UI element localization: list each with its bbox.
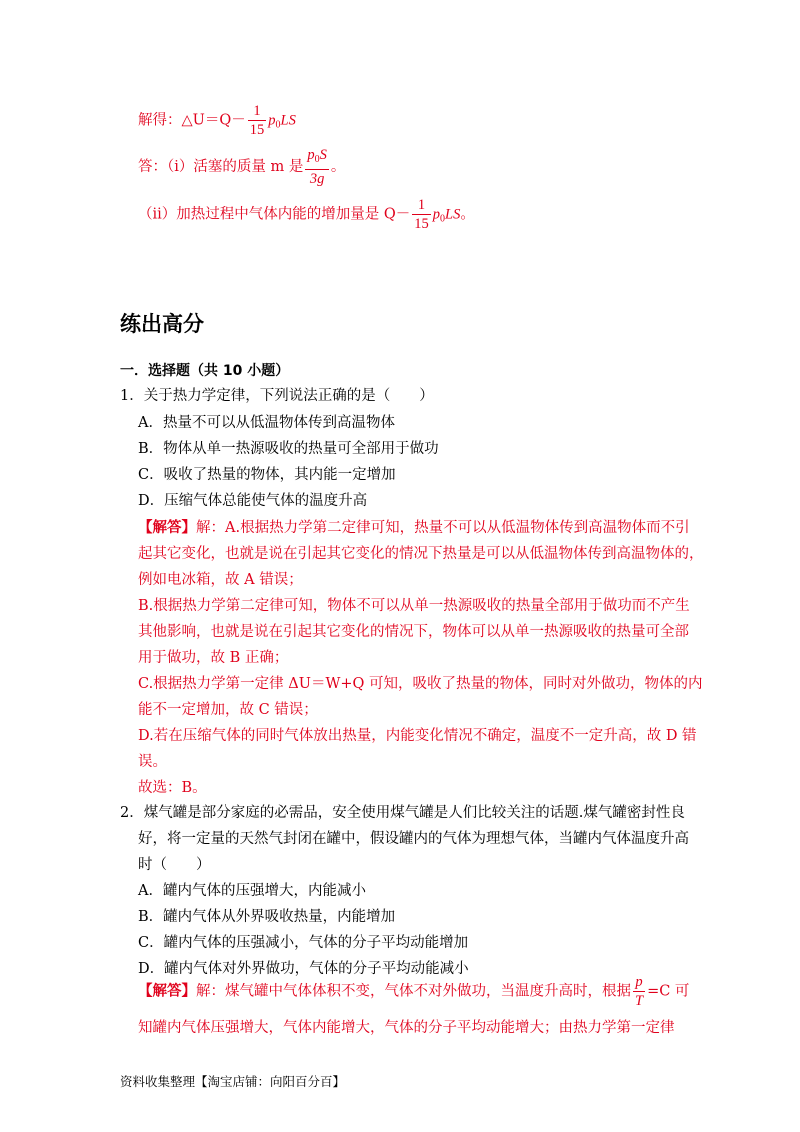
q1-solution-line-1: 【解答】解：A.根据热力学第二定律可知，热量不可以从低温物体传到高温物体而不引 bbox=[138, 519, 690, 536]
q1-solution-tag: 【解答】 bbox=[138, 519, 196, 536]
q1-stem: 1．关于热力学定律，下列说法正确的是（ ） bbox=[120, 388, 434, 404]
q2-option-b: B．罐内气体从外界吸收热量，内能增加 bbox=[138, 909, 396, 925]
section-title: 一．选择题（共 10 小题） bbox=[120, 363, 290, 379]
answer-ii-prefix: （ii）加热过程中气体内能的增加量是 Q－ bbox=[138, 206, 411, 223]
q1-solution-line-8: 能不一定增加，故 C 错误； bbox=[138, 702, 318, 718]
q2-solution-line-2: 知罐内气体压强增大，气体内能增大，气体的分子平均动能增大；由热力学第一定律 bbox=[138, 1020, 675, 1036]
solve-prefix: 解得：△U＝Q－ bbox=[138, 112, 246, 129]
q1-solution-line-9: D.若在压缩气体的同时气体放出热量，内能变化情况不确定，温度不一定升高，故 D 错 bbox=[138, 728, 697, 744]
fraction-p-t: $\frac{p}{T}$ bbox=[635, 974, 644, 1009]
answer-ii-line: （ii）加热过程中气体内能的增加量是 Q－ $\frac{1}{15}$ $p_0LS$。 bbox=[138, 197, 475, 232]
q2-solution-tag: 【解答】 bbox=[138, 982, 196, 1000]
q2-option-a: A．罐内气体的压强增大，内能减小 bbox=[138, 883, 366, 899]
q2-stem-line-1: 2．煤气罐是部分家庭的必需品，安全使用煤气罐是人们比较关注的话题.煤气罐密封性良 bbox=[120, 805, 685, 821]
solve-line: 解得：△U＝Q－ $\frac{1}{15}$ $p_0LS$ bbox=[138, 103, 296, 138]
answer-i-line: 答：（i）活塞的质量 m 是 $\frac{p_0S}{3g}$ 。 bbox=[138, 147, 346, 187]
q1-solution-line-4: B.根据热力学第二定律可知，物体不可以从单一热源吸收的热量全部用于做功而不产生 bbox=[138, 598, 690, 614]
fraction-1-15-b: $\frac{1}{15}$ bbox=[414, 197, 429, 232]
q1-solution-line-11: 故选：B。 bbox=[138, 780, 207, 796]
footer-text: 资料收集整理【淘宝店铺：向阳百分百】 bbox=[120, 1074, 346, 1089]
q2-option-c: C．罐内气体的压强减小，气体的分子平均动能增加 bbox=[138, 935, 469, 951]
q2-solution-line-1: 【解答】解：煤气罐中气体体积不变，气体不对外做功，当温度升高时，根据 $\frac{p}{T}$ =C 可 bbox=[138, 974, 690, 1009]
fraction-p0s-3g: $\frac{p_0S}{3g}$ bbox=[307, 147, 327, 187]
q2-option-d: D．罐内气体对外界做功，气体的分子平均动能减小 bbox=[138, 961, 469, 977]
q2-stem-line-2: 好，将一定量的天然气封闭在罐中，假设罐内的气体为理想气体，当罐内气体温度升高 bbox=[138, 831, 689, 847]
q1-option-c: C．吸收了热量的物体，其内能一定增加 bbox=[138, 467, 396, 483]
q2-stem-line-3: 时（ ） bbox=[138, 857, 211, 873]
q1-solution-line-2: 起其它变化，也就是说在引起其它变化的情况下热量是可以从低温物体传到高温物体的， bbox=[138, 546, 704, 562]
q1-solution-line-7: C.根据热力学第一定律 ΔU＝W+Q 可知，吸收了热量的物体，同时对外做功，物体的内 bbox=[138, 676, 703, 692]
q1-option-b: B．物体从单一热源吸收的热量可全部用于做功 bbox=[138, 441, 439, 457]
q1-solution-line-3: 例如电冰箱，故 A 错误； bbox=[138, 572, 303, 588]
q1-option-a: A．热量不可以从低温物体传到高温物体 bbox=[138, 415, 395, 431]
page-heading: 练出高分 bbox=[120, 312, 204, 336]
answer-i-prefix: 答：（i）活塞的质量 m 是 bbox=[138, 159, 304, 175]
q1-option-d: D．压缩气体总能使气体的温度升高 bbox=[138, 493, 368, 509]
q1-solution-line-6: 用于做功，故 B 正确； bbox=[138, 650, 289, 666]
q1-solution-line-5: 其他影响，也就是说在引起其它变化的情况下，物体可以从单一热源吸收的热量可全部 bbox=[138, 624, 689, 640]
q1-solution-line-10: 误。 bbox=[138, 754, 167, 770]
fraction-1-15: $\frac{1}{15}$ bbox=[249, 103, 265, 138]
